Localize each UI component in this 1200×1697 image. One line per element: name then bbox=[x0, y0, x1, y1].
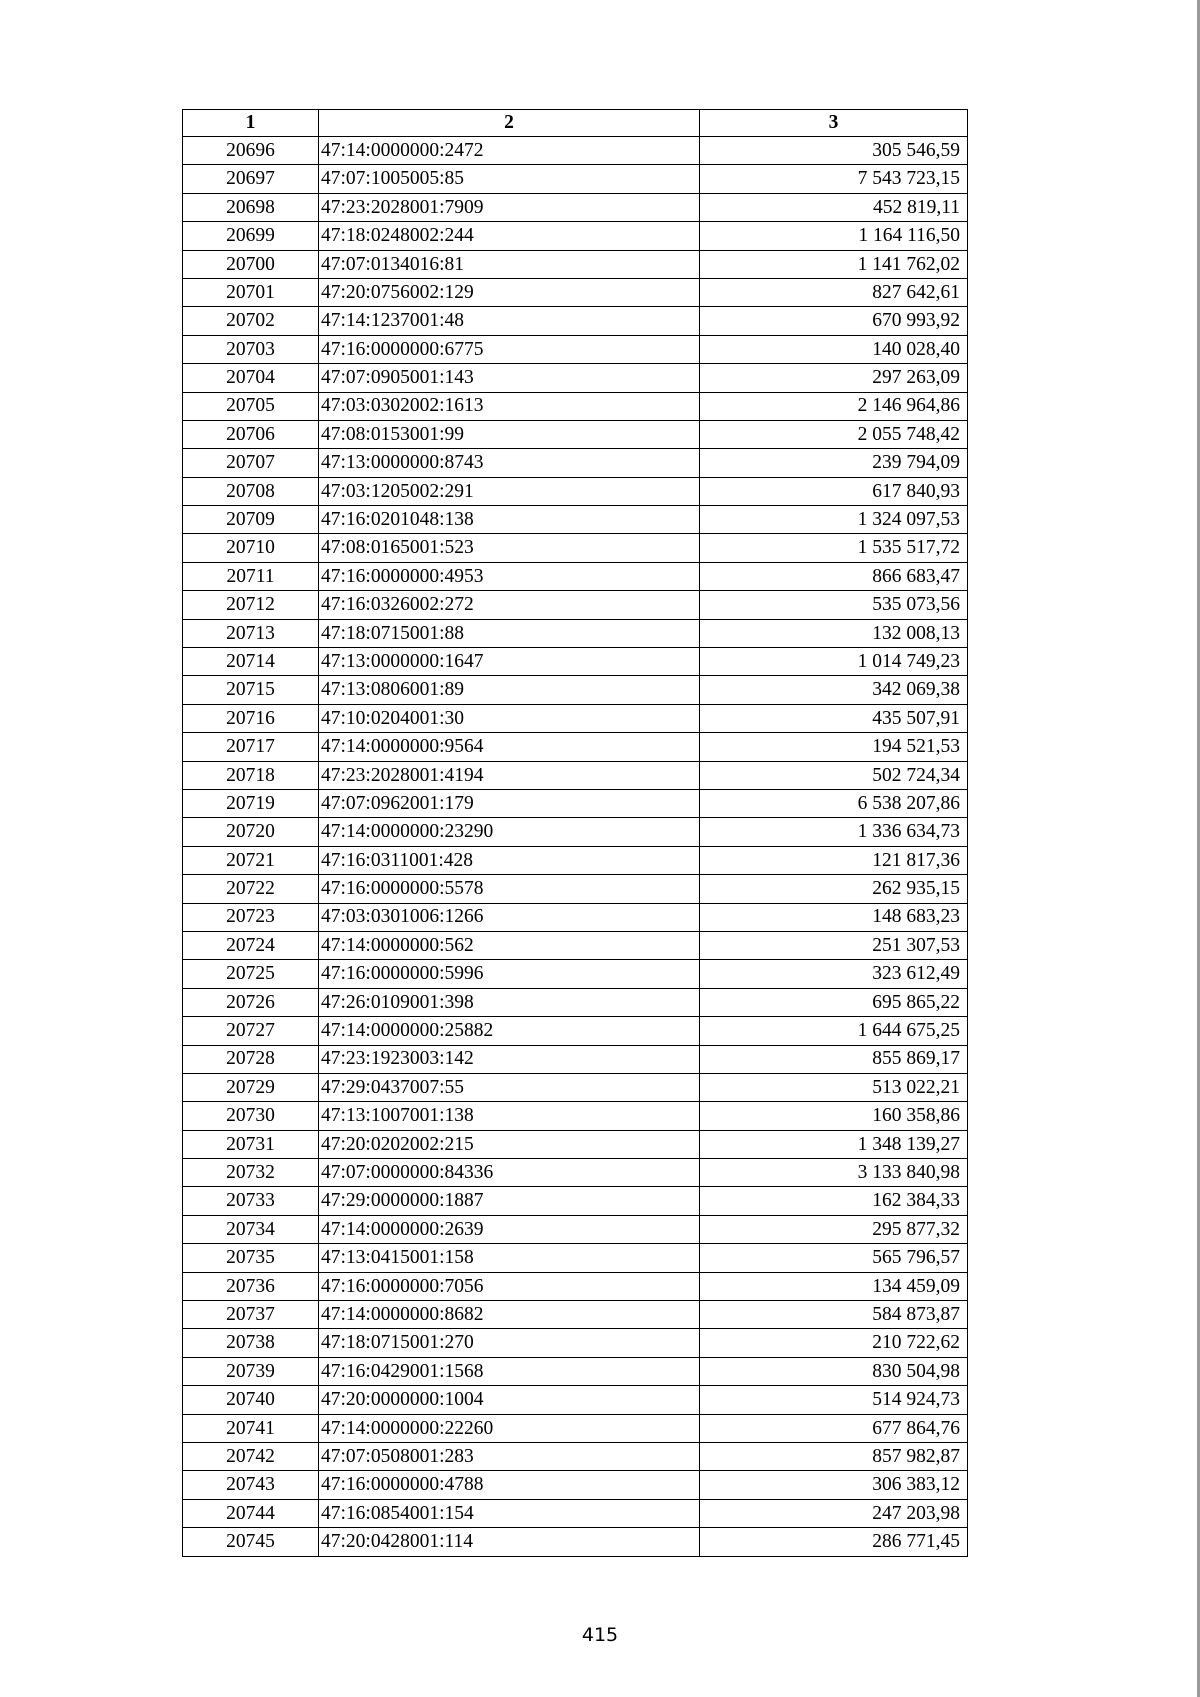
cadastral-number-cell: 47:08:0165001:523 bbox=[319, 534, 700, 562]
table-row bbox=[183, 562, 968, 590]
table-row bbox=[183, 903, 968, 931]
row-number-cell: 20724 bbox=[183, 931, 319, 959]
table-row bbox=[183, 676, 968, 704]
cadastral-number-cell: 47:26:0109001:398 bbox=[319, 988, 700, 1016]
table-row bbox=[183, 222, 968, 250]
table-body bbox=[183, 137, 968, 1557]
table-row bbox=[183, 335, 968, 363]
table-row bbox=[183, 193, 968, 221]
row-number-cell: 20716 bbox=[183, 704, 319, 732]
cadastral-value-cell: 6 538 207,86 bbox=[700, 789, 968, 817]
row-number-cell: 20702 bbox=[183, 307, 319, 335]
table-row bbox=[183, 1272, 968, 1300]
row-number-cell: 20738 bbox=[183, 1329, 319, 1357]
row-number-cell: 20712 bbox=[183, 591, 319, 619]
row-number-cell: 20723 bbox=[183, 903, 319, 931]
table-row bbox=[183, 1045, 968, 1073]
cadastral-value-cell: 140 028,40 bbox=[700, 335, 968, 363]
cadastral-value-cell: 1 141 762,02 bbox=[700, 250, 968, 278]
cadastral-number-cell: 47:07:0905001:143 bbox=[319, 364, 700, 392]
row-number-cell: 20720 bbox=[183, 818, 319, 846]
cadastral-number-cell: 47:07:0134016:81 bbox=[319, 250, 700, 278]
page-number: 415 bbox=[581, 1624, 619, 1646]
cadastral-value-cell: 857 982,87 bbox=[700, 1442, 968, 1470]
row-number-cell: 20717 bbox=[183, 733, 319, 761]
row-number-cell: 20708 bbox=[183, 477, 319, 505]
cadastral-number-cell: 47:23:1923003:142 bbox=[319, 1045, 700, 1073]
cadastral-value-cell: 134 459,09 bbox=[700, 1272, 968, 1300]
table-row bbox=[183, 364, 968, 392]
cadastral-number-cell: 47:07:0508001:283 bbox=[319, 1442, 700, 1470]
cadastral-number-cell: 47:07:0962001:179 bbox=[319, 789, 700, 817]
row-number-cell: 20718 bbox=[183, 761, 319, 789]
row-number-cell: 20719 bbox=[183, 789, 319, 817]
row-number-cell: 20732 bbox=[183, 1159, 319, 1187]
cadastral-value-cell: 452 819,11 bbox=[700, 193, 968, 221]
cadastral-value-cell: 1 348 139,27 bbox=[700, 1130, 968, 1158]
cadastral-value-cell: 695 865,22 bbox=[700, 988, 968, 1016]
cadastral-number-cell: 47:14:0000000:2639 bbox=[319, 1215, 700, 1243]
cadastral-number-cell: 47:07:1005005:85 bbox=[319, 165, 700, 193]
table-row bbox=[183, 1499, 968, 1527]
table-row bbox=[183, 449, 968, 477]
cadastral-number-cell: 47:18:0715001:270 bbox=[319, 1329, 700, 1357]
cadastral-value-cell: 194 521,53 bbox=[700, 733, 968, 761]
cadastral-value-cell: 830 504,98 bbox=[700, 1357, 968, 1385]
row-number-cell: 20705 bbox=[183, 392, 319, 420]
cadastral-value-cell: 677 864,76 bbox=[700, 1414, 968, 1442]
table-row bbox=[183, 761, 968, 789]
table-row bbox=[183, 1471, 968, 1499]
cadastral-number-cell: 47:29:0000000:1887 bbox=[319, 1187, 700, 1215]
table-row bbox=[183, 1017, 968, 1045]
cadastral-number-cell: 47:16:0311001:428 bbox=[319, 846, 700, 874]
cadastral-number-cell: 47:03:0302002:1613 bbox=[319, 392, 700, 420]
cadastral-number-cell: 47:13:1007001:138 bbox=[319, 1102, 700, 1130]
cadastral-value-cell: 148 683,23 bbox=[700, 903, 968, 931]
column-header-3: 3 bbox=[700, 110, 968, 137]
row-number-cell: 20699 bbox=[183, 222, 319, 250]
cadastral-number-cell: 47:14:0000000:8682 bbox=[319, 1301, 700, 1329]
table-row bbox=[183, 733, 968, 761]
row-number-cell: 20729 bbox=[183, 1073, 319, 1101]
cadastral-value-cell: 7 543 723,15 bbox=[700, 165, 968, 193]
cadastral-value-cell: 617 840,93 bbox=[700, 477, 968, 505]
cadastral-value-cell: 132 008,13 bbox=[700, 619, 968, 647]
row-number-cell: 20713 bbox=[183, 619, 319, 647]
row-number-cell: 20711 bbox=[183, 562, 319, 590]
row-number-cell: 20722 bbox=[183, 875, 319, 903]
cadastral-value-cell: 247 203,98 bbox=[700, 1499, 968, 1527]
cadastral-value-cell: 855 869,17 bbox=[700, 1045, 968, 1073]
cadastral-value-cell: 513 022,21 bbox=[700, 1073, 968, 1101]
row-number-cell: 20734 bbox=[183, 1215, 319, 1243]
cadastral-number-cell: 47:20:0000000:1004 bbox=[319, 1386, 700, 1414]
row-number-cell: 20739 bbox=[183, 1357, 319, 1385]
cadastral-number-cell: 47:20:0756002:129 bbox=[319, 278, 700, 306]
cadastral-number-cell: 47:14:0000000:562 bbox=[319, 931, 700, 959]
cadastral-value-cell: 121 817,36 bbox=[700, 846, 968, 874]
table-row bbox=[183, 250, 968, 278]
cadastral-number-cell: 47:08:0153001:99 bbox=[319, 420, 700, 448]
row-number-cell: 20733 bbox=[183, 1187, 319, 1215]
cadastral-value-cell: 435 507,91 bbox=[700, 704, 968, 732]
row-number-cell: 20707 bbox=[183, 449, 319, 477]
cadastral-number-cell: 47:16:0429001:1568 bbox=[319, 1357, 700, 1385]
cadastral-number-cell: 47:14:0000000:2472 bbox=[319, 137, 700, 165]
cadastral-number-cell: 47:03:1205002:291 bbox=[319, 477, 700, 505]
table-row bbox=[183, 1187, 968, 1215]
cadastral-number-cell: 47:07:0000000:84336 bbox=[319, 1159, 700, 1187]
row-number-cell: 20740 bbox=[183, 1386, 319, 1414]
cadastral-number-cell: 47:16:0000000:5996 bbox=[319, 960, 700, 988]
cadastral-number-cell: 47:14:0000000:25882 bbox=[319, 1017, 700, 1045]
cadastral-value-cell: 210 722,62 bbox=[700, 1329, 968, 1357]
table-row bbox=[183, 846, 968, 874]
table-row bbox=[183, 988, 968, 1016]
table-row bbox=[183, 875, 968, 903]
cadastral-value-cell: 2 146 964,86 bbox=[700, 392, 968, 420]
cadastral-value-cell: 305 546,59 bbox=[700, 137, 968, 165]
cadastral-number-cell: 47:16:0201048:138 bbox=[319, 506, 700, 534]
table-row bbox=[183, 789, 968, 817]
row-number-cell: 20709 bbox=[183, 506, 319, 534]
cadastral-number-cell: 47:23:2028001:7909 bbox=[319, 193, 700, 221]
cadastral-value-cell: 1 324 097,53 bbox=[700, 506, 968, 534]
row-number-cell: 20741 bbox=[183, 1414, 319, 1442]
cadastral-value-cell: 160 358,86 bbox=[700, 1102, 968, 1130]
cadastral-value-cell: 1 014 749,23 bbox=[700, 648, 968, 676]
row-number-cell: 20697 bbox=[183, 165, 319, 193]
cadastral-number-cell: 47:14:0000000:22260 bbox=[319, 1414, 700, 1442]
table-row bbox=[183, 420, 968, 448]
cadastral-value-cell: 502 724,34 bbox=[700, 761, 968, 789]
cadastral-number-cell: 47:16:0326002:272 bbox=[319, 591, 700, 619]
cadastral-value-cell: 1 164 116,50 bbox=[700, 222, 968, 250]
cadastral-number-cell: 47:18:0248002:244 bbox=[319, 222, 700, 250]
table-row bbox=[183, 619, 968, 647]
row-number-cell: 20728 bbox=[183, 1045, 319, 1073]
cadastral-number-cell: 47:14:0000000:23290 bbox=[319, 818, 700, 846]
cadastral-number-cell: 47:16:0854001:154 bbox=[319, 1499, 700, 1527]
table-row bbox=[183, 648, 968, 676]
cadastral-number-cell: 47:13:0415001:158 bbox=[319, 1244, 700, 1272]
column-header-2: 2 bbox=[319, 110, 700, 137]
cadastral-value-cell: 297 263,09 bbox=[700, 364, 968, 392]
table-row bbox=[183, 1357, 968, 1385]
cadastral-value-cell: 866 683,47 bbox=[700, 562, 968, 590]
cadastral-value-cell: 239 794,09 bbox=[700, 449, 968, 477]
row-number-cell: 20737 bbox=[183, 1301, 319, 1329]
cadastral-value-cell: 162 384,33 bbox=[700, 1187, 968, 1215]
row-number-cell: 20725 bbox=[183, 960, 319, 988]
table-row bbox=[183, 704, 968, 732]
cadastral-value-cell: 670 993,92 bbox=[700, 307, 968, 335]
table-row bbox=[183, 1215, 968, 1243]
table-row bbox=[183, 1073, 968, 1101]
cadastral-value-cell: 584 873,87 bbox=[700, 1301, 968, 1329]
row-number-cell: 20704 bbox=[183, 364, 319, 392]
table-row bbox=[183, 1159, 968, 1187]
cadastral-number-cell: 47:18:0715001:88 bbox=[319, 619, 700, 647]
table-header-row bbox=[183, 110, 968, 137]
row-number-cell: 20735 bbox=[183, 1244, 319, 1272]
row-number-cell: 20703 bbox=[183, 335, 319, 363]
cadastral-value-cell: 565 796,57 bbox=[700, 1244, 968, 1272]
cadastral-value-cell: 1 336 634,73 bbox=[700, 818, 968, 846]
row-number-cell: 20745 bbox=[183, 1528, 319, 1556]
cadastral-number-cell: 47:29:0437007:55 bbox=[319, 1073, 700, 1101]
table-row bbox=[183, 534, 968, 562]
cadastral-number-cell: 47:16:0000000:4788 bbox=[319, 1471, 700, 1499]
cadastral-value-cell: 2 055 748,42 bbox=[700, 420, 968, 448]
table-row bbox=[183, 278, 968, 306]
cadastral-number-cell: 47:03:0301006:1266 bbox=[319, 903, 700, 931]
row-number-cell: 20715 bbox=[183, 676, 319, 704]
row-number-cell: 20698 bbox=[183, 193, 319, 221]
table-row bbox=[183, 1244, 968, 1272]
row-number-cell: 20744 bbox=[183, 1499, 319, 1527]
table-row bbox=[183, 477, 968, 505]
table-row bbox=[183, 506, 968, 534]
table-row bbox=[183, 1130, 968, 1158]
table-row bbox=[183, 1414, 968, 1442]
table-row bbox=[183, 1528, 968, 1556]
row-number-cell: 20701 bbox=[183, 278, 319, 306]
table-row bbox=[183, 1442, 968, 1470]
table-row bbox=[183, 960, 968, 988]
table-row bbox=[183, 1301, 968, 1329]
row-number-cell: 20700 bbox=[183, 250, 319, 278]
table-row bbox=[183, 591, 968, 619]
row-number-cell: 20714 bbox=[183, 648, 319, 676]
cadastral-value-cell: 514 924,73 bbox=[700, 1386, 968, 1414]
row-number-cell: 20736 bbox=[183, 1272, 319, 1300]
table-row bbox=[183, 392, 968, 420]
cadastral-number-cell: 47:16:0000000:6775 bbox=[319, 335, 700, 363]
table-row bbox=[183, 137, 968, 165]
column-header-1: 1 bbox=[183, 110, 319, 137]
cadastral-value-cell: 306 383,12 bbox=[700, 1471, 968, 1499]
cadastral-number-cell: 47:13:0000000:8743 bbox=[319, 449, 700, 477]
table-row bbox=[183, 1329, 968, 1357]
cadastral-number-cell: 47:16:0000000:7056 bbox=[319, 1272, 700, 1300]
cadastral-number-cell: 47:16:0000000:4953 bbox=[319, 562, 700, 590]
row-number-cell: 20730 bbox=[183, 1102, 319, 1130]
cadastral-number-cell: 47:20:0428001:114 bbox=[319, 1528, 700, 1556]
cadastral-value-cell: 286 771,45 bbox=[700, 1528, 968, 1556]
cadastral-value-cell: 1 535 517,72 bbox=[700, 534, 968, 562]
cadastral-value-cell: 1 644 675,25 bbox=[700, 1017, 968, 1045]
cadastral-value-cell: 251 307,53 bbox=[700, 931, 968, 959]
table-row bbox=[183, 1386, 968, 1414]
table-row bbox=[183, 165, 968, 193]
cadastral-value-cell: 827 642,61 bbox=[700, 278, 968, 306]
table-row bbox=[183, 818, 968, 846]
row-number-cell: 20710 bbox=[183, 534, 319, 562]
cadastral-number-cell: 47:20:0202002:215 bbox=[319, 1130, 700, 1158]
cadastral-value-cell: 535 073,56 bbox=[700, 591, 968, 619]
table-row bbox=[183, 1102, 968, 1130]
row-number-cell: 20721 bbox=[183, 846, 319, 874]
cadastral-number-cell: 47:16:0000000:5578 bbox=[319, 875, 700, 903]
cadastral-number-cell: 47:14:0000000:9564 bbox=[319, 733, 700, 761]
table-row bbox=[183, 307, 968, 335]
cadastral-value-cell: 342 069,38 bbox=[700, 676, 968, 704]
cadastral-value-cell: 323 612,49 bbox=[700, 960, 968, 988]
row-number-cell: 20742 bbox=[183, 1442, 319, 1470]
cadastral-value-cell: 3 133 840,98 bbox=[700, 1159, 968, 1187]
cadastral-number-cell: 47:23:2028001:4194 bbox=[319, 761, 700, 789]
row-number-cell: 20726 bbox=[183, 988, 319, 1016]
row-number-cell: 20743 bbox=[183, 1471, 319, 1499]
cadastral-value-cell: 262 935,15 bbox=[700, 875, 968, 903]
cadastral-number-cell: 47:13:0000000:1647 bbox=[319, 648, 700, 676]
cadastral-value-cell: 295 877,32 bbox=[700, 1215, 968, 1243]
row-number-cell: 20696 bbox=[183, 137, 319, 165]
cadastral-value-table bbox=[182, 109, 968, 1557]
row-number-cell: 20706 bbox=[183, 420, 319, 448]
cadastral-number-cell: 47:10:0204001:30 bbox=[319, 704, 700, 732]
cadastral-number-cell: 47:13:0806001:89 bbox=[319, 676, 700, 704]
row-number-cell: 20727 bbox=[183, 1017, 319, 1045]
row-number-cell: 20731 bbox=[183, 1130, 319, 1158]
table-row bbox=[183, 931, 968, 959]
cadastral-number-cell: 47:14:1237001:48 bbox=[319, 307, 700, 335]
